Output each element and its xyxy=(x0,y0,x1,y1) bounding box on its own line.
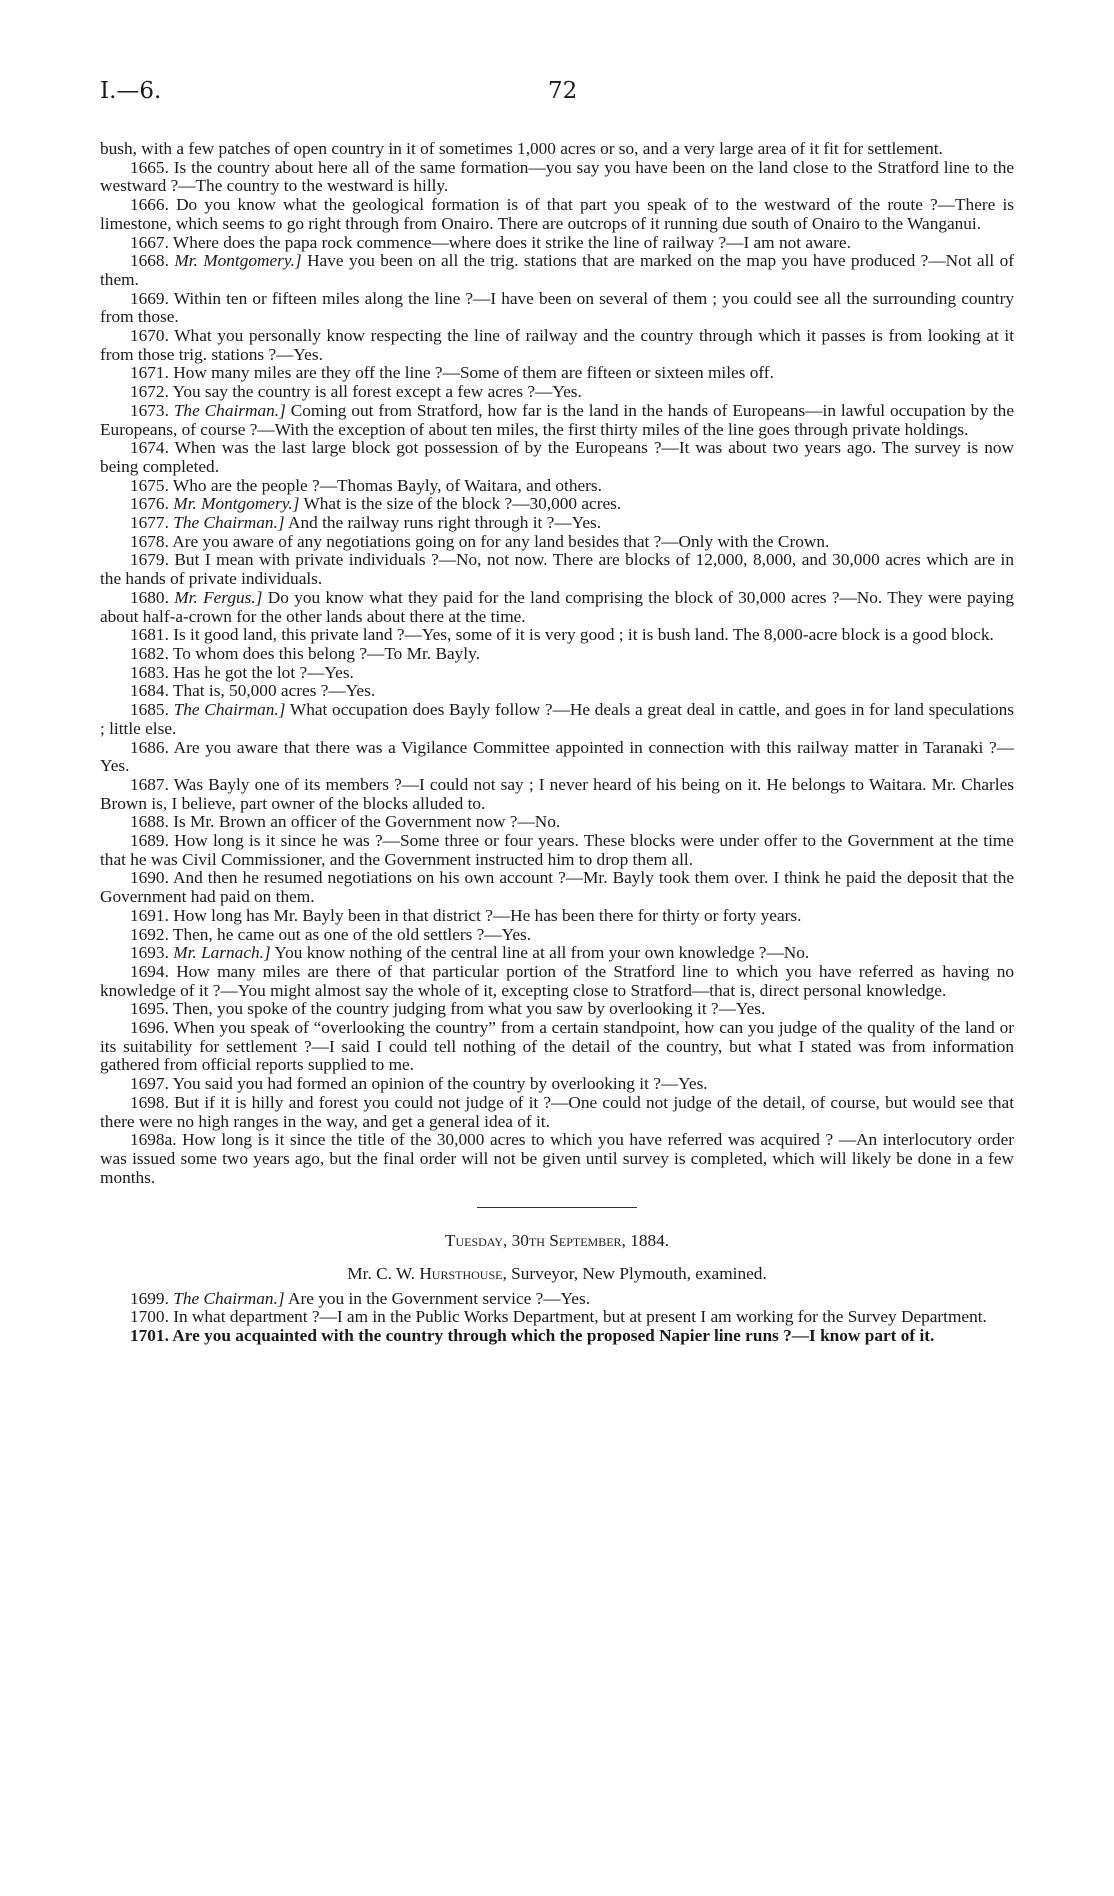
question-answer-text: And the railway runs right through it ?—Yes. xyxy=(287,513,602,533)
speaker-name: The Chairman.] xyxy=(173,513,285,533)
question-number: 1667. xyxy=(130,232,169,252)
question-answer-text: Within ten or fifteen miles along the line ?—I have been on several of them ; you could see all the surrounding country from those. xyxy=(100,288,1014,327)
question-answer-text: How many miles are they off the line ?—Some of them are fifteen or sixteen miles off. xyxy=(173,363,774,383)
question-number: 1679. xyxy=(130,550,169,570)
question-number: 1691. xyxy=(130,905,169,925)
question-answer-text: When was the last large block got possession of by the Europeans ?—It was about two years ago. The survey is now being completed. xyxy=(100,438,1014,476)
evidence-paragraph xyxy=(100,290,1014,327)
evidence-paragraph xyxy=(100,439,1014,476)
question-number: 1685. xyxy=(130,700,169,720)
question-number: 1674. xyxy=(130,438,169,458)
question-answer-text: And then he resumed negotiations on his own account ?—Mr. Bayly took them over. I think he paid the deposit that the Government had paid on them. xyxy=(100,868,1014,907)
question-number: 1698a. xyxy=(130,1130,177,1150)
speaker-name: The Chairman.] xyxy=(173,1288,285,1308)
question-number: 1687. xyxy=(130,774,169,794)
question-number: 1670. xyxy=(130,326,169,346)
question-number: 1684. xyxy=(130,681,169,701)
evidence-paragraph xyxy=(100,626,1014,645)
evidence-paragraph xyxy=(100,477,1014,496)
question-answer-text: To whom does this belong ?—To Mr. Bayly. xyxy=(172,643,480,663)
question-answer-text: Do you know what they paid for the land comprising the block of 30,000 acres ?—No. They were paying about half-a-crown for the other lands about there at the time. xyxy=(100,587,1014,626)
question-number: 1688. xyxy=(130,812,169,832)
evidence-paragraph xyxy=(100,196,1014,233)
witness-name: Hursthouse xyxy=(419,1264,503,1284)
evidence-paragraph xyxy=(100,944,1014,963)
question-answer-text: When you speak of “overlooking the country” from a certain standpoint, how can you judge of the quality of the land or its suitability for settlement ?—I said I could tell nothing of the detail of the country, but what I stated was from information gathered from official reports supplied to me. xyxy=(100,1018,1015,1075)
witness-prefix: Mr. C. W. xyxy=(347,1264,420,1284)
question-number: 1678. xyxy=(130,531,169,551)
question-answer-text: Are you aware that there was a Vigilance Committee appointed in connection with this railway matter in Taranaki ?—Yes. xyxy=(100,737,1014,776)
evidence-paragraph xyxy=(100,832,1014,869)
question-answer-text: Is the country about here all of the same formation—you say you have been on the land close to the Stratford line to the westward ?—The country to the westward is hilly. xyxy=(100,157,1014,196)
question-number: 1673. xyxy=(130,400,169,420)
evidence-paragraph xyxy=(100,1327,1014,1346)
question-answer-text: Has he got the lot ?—Yes. xyxy=(173,662,354,682)
question-number: 1669. xyxy=(130,288,169,308)
question-number: 1693. xyxy=(130,943,169,963)
question-answer-text: Are you in the Government service ?—Yes. xyxy=(287,1288,591,1308)
question-answer-text: Then, he came out as one of the old settlers ?—Yes. xyxy=(172,924,532,944)
question-answer-text: You said you had formed an opinion of the country by overlooking it ?—Yes. xyxy=(172,1074,708,1094)
speaker-name: The Chairman.] xyxy=(173,700,286,720)
evidence-paragraph xyxy=(100,140,1014,159)
evidence-paragraph xyxy=(100,926,1014,945)
question-number: 1681. xyxy=(130,625,169,645)
speaker-name: Mr. Fergus.] xyxy=(174,587,263,607)
question-number: 1682. xyxy=(130,643,169,663)
question-number: 1698. xyxy=(130,1092,169,1112)
evidence-paragraph xyxy=(100,813,1014,832)
question-answer-text: bush, with a few patches of open country in it of sometimes 1,000 acres or so, and a very large area of it fit for settlement. xyxy=(100,139,943,158)
question-number: 1677. xyxy=(130,513,169,533)
speaker-name: Mr. Montgomery.] xyxy=(174,251,302,271)
evidence-paragraph xyxy=(100,383,1014,402)
speaker-name: Mr. Montgomery.] xyxy=(173,494,300,514)
question-answer-text: Have you been on all the trig. stations that are marked on the map you have produced ?—Not all of them. xyxy=(100,251,1015,289)
evidence-paragraph xyxy=(100,327,1014,364)
evidence-paragraph xyxy=(100,252,1014,289)
evidence-paragraph xyxy=(100,1308,1014,1327)
question-number: 1665. xyxy=(130,157,169,177)
speaker-name: Mr. Larnach.] xyxy=(173,943,271,963)
question-answer-text: What occupation does Bayly follow ?—He deals a great deal in cattle, and goes in for land speculations ; little else. xyxy=(100,700,1014,738)
evidence-paragraph xyxy=(100,776,1014,813)
page-header xyxy=(100,78,1014,108)
question-answer-text: How long has Mr. Bayly been in that district ?—He has been there for thirty or forty years. xyxy=(173,905,802,925)
question-number: 1668. xyxy=(130,251,169,271)
evidence-paragraph xyxy=(100,234,1014,253)
question-answer-text: What is the size of the block ?—30,000 acres. xyxy=(303,494,622,514)
evidence-paragraph xyxy=(100,533,1014,552)
evidence-paragraph xyxy=(100,701,1014,738)
evidence-paragraph xyxy=(100,1075,1014,1094)
question-number: 1696. xyxy=(130,1018,169,1038)
question-number: 1676. xyxy=(130,494,169,514)
question-number: 1689. xyxy=(130,831,169,851)
speaker-name: The Chairman.] xyxy=(173,400,286,420)
question-answer-text: Do you know what the geological formation is of that part you speak of to the westward of the route ?—There is limestone, which seems to go right through from Onairo. There are outcrops of it running due south of Onairo to the Wanganui. xyxy=(100,195,1014,233)
question-number: 1686. xyxy=(130,737,169,757)
witness-heading xyxy=(100,1265,1014,1284)
session-date-heading: Tuesday, 30th September, 1884. xyxy=(444,1231,670,1251)
section-divider xyxy=(477,1207,637,1208)
question-answer-text: Is it good land, this private land ?—Yes, some of it is very good ; it is bush land. The 8,000-acre block is a good block. xyxy=(173,625,994,645)
evidence-paragraph xyxy=(100,589,1014,626)
question-number: 1671. xyxy=(130,363,169,383)
evidence-paragraph xyxy=(100,159,1014,196)
question-answer-text: How many miles are there of that particular portion of the Stratford line to which you have referred as having no knowledge of it ?—You might almost say the whole of it, excepting close to Stratford—that is, direct personal knowledge. xyxy=(100,961,1014,1000)
document-reference: I.—6. xyxy=(100,78,162,104)
question-answer-text: But I mean with private individuals ?—No, not now. There are blocks of 12,000, 8,000, and 30,000 acres which are in the hands of private individuals. xyxy=(100,550,1014,589)
question-number: 1690. xyxy=(130,868,169,888)
question-answer-text: Where does the papa rock commence—where does it strike the line of railway ?—I am not aware. xyxy=(172,232,851,252)
question-answer-text: Who are the people ?—Thomas Bayly, of Waitara, and others. xyxy=(172,475,602,495)
evidence-paragraph xyxy=(100,1094,1014,1131)
evidence-paragraph xyxy=(100,1290,1014,1309)
question-number: 1692. xyxy=(130,924,169,944)
witness-suffix: , Surveyor, New Plymouth, examined. xyxy=(502,1264,767,1284)
question-answer-text: Then, you spoke of the country judging from what you saw by overlooking it ?—Yes. xyxy=(172,999,766,1019)
evidence-paragraph xyxy=(100,1131,1014,1187)
question-number: 1683. xyxy=(130,662,169,682)
question-number: 1666. xyxy=(130,195,169,215)
page-body xyxy=(100,140,1014,1346)
question-number: 1675. xyxy=(130,475,169,495)
question-number: 1680. xyxy=(130,587,169,607)
evidence-paragraph xyxy=(100,514,1014,533)
evidence-paragraph xyxy=(100,963,1014,1000)
evidence-paragraph xyxy=(100,364,1014,383)
question-number: 1672. xyxy=(130,382,169,402)
evidence-paragraph xyxy=(100,869,1014,906)
question-answer-text: Are you aware of any negotiations going on for any land besides that ?—Only with the Crown. xyxy=(172,531,830,551)
question-number: 1699. xyxy=(130,1288,169,1308)
question-number: 1701. xyxy=(130,1326,169,1346)
question-answer-text: What you personally know respecting the line of railway and the country through which it passes is from looking at it from those trig. stations ?—Yes. xyxy=(100,326,1015,364)
evidence-block-2 xyxy=(100,1290,1014,1346)
question-number: 1697. xyxy=(130,1074,169,1094)
evidence-paragraph xyxy=(100,907,1014,926)
evidence-paragraph xyxy=(100,495,1014,514)
evidence-paragraph xyxy=(100,1000,1014,1019)
evidence-paragraph xyxy=(100,402,1014,439)
question-answer-text: But if it is hilly and forest you could not judge of it ?—One could not judge of the detail, of course, but would see that there were no high ranges in the way, and get a general idea of it. xyxy=(100,1092,1015,1131)
question-answer-text: You say the country is all forest except a few acres ?—Yes. xyxy=(172,382,582,402)
evidence-paragraph xyxy=(100,1019,1014,1075)
question-number: 1694. xyxy=(130,961,169,981)
question-answer-text: You know nothing of the central line at all from your own knowledge ?—No. xyxy=(274,943,810,963)
evidence-block-1 xyxy=(100,140,1014,1187)
question-number: 1700. xyxy=(130,1307,169,1327)
question-answer-text: Was Bayly one of its members ?—I could not say ; I never heard of his being on it. He belongs to Waitara. Mr. Charles Brown is, I believe, part owner of the blocks alluded to. xyxy=(100,774,1014,813)
evidence-paragraph xyxy=(100,739,1014,776)
evidence-paragraph xyxy=(100,664,1014,683)
evidence-paragraph xyxy=(100,645,1014,664)
question-answer-text: Is Mr. Brown an officer of the Government now ?—No. xyxy=(173,812,561,832)
question-number: 1695. xyxy=(130,999,169,1019)
question-answer-text: That is, 50,000 acres ?—Yes. xyxy=(172,681,376,701)
page-number: 72 xyxy=(548,78,578,104)
question-answer-text: Coming out from Stratford, how far is the land in the hands of Europeans—in lawful occupation by the Europeans, of course ?—With the exception of about ten miles, the first thirty miles of the line goes through private holdings. xyxy=(100,400,1014,439)
question-answer-text: How long is it since the title of the 30,000 acres to which you have referred was acquired ? —An interlocutory order was issued some two years ago, but the final order will not be given until survey is completed, which will likely be done in a few months. xyxy=(100,1130,1014,1187)
evidence-paragraph xyxy=(100,551,1014,588)
evidence-paragraph xyxy=(100,682,1014,701)
question-answer-text: Are you acquainted with the country through which the proposed Napier line runs ?—I know part of it. xyxy=(172,1326,935,1346)
question-answer-text: In what department ?—I am in the Public Works Department, but at present I am working for the Survey Department. xyxy=(173,1307,987,1327)
question-answer-text: How long is it since he was ?—Some three or four years. These blocks were under offer to the Government at the time that he was Civil Commissioner, and the Government instructed him to drop them all. xyxy=(100,831,1014,869)
